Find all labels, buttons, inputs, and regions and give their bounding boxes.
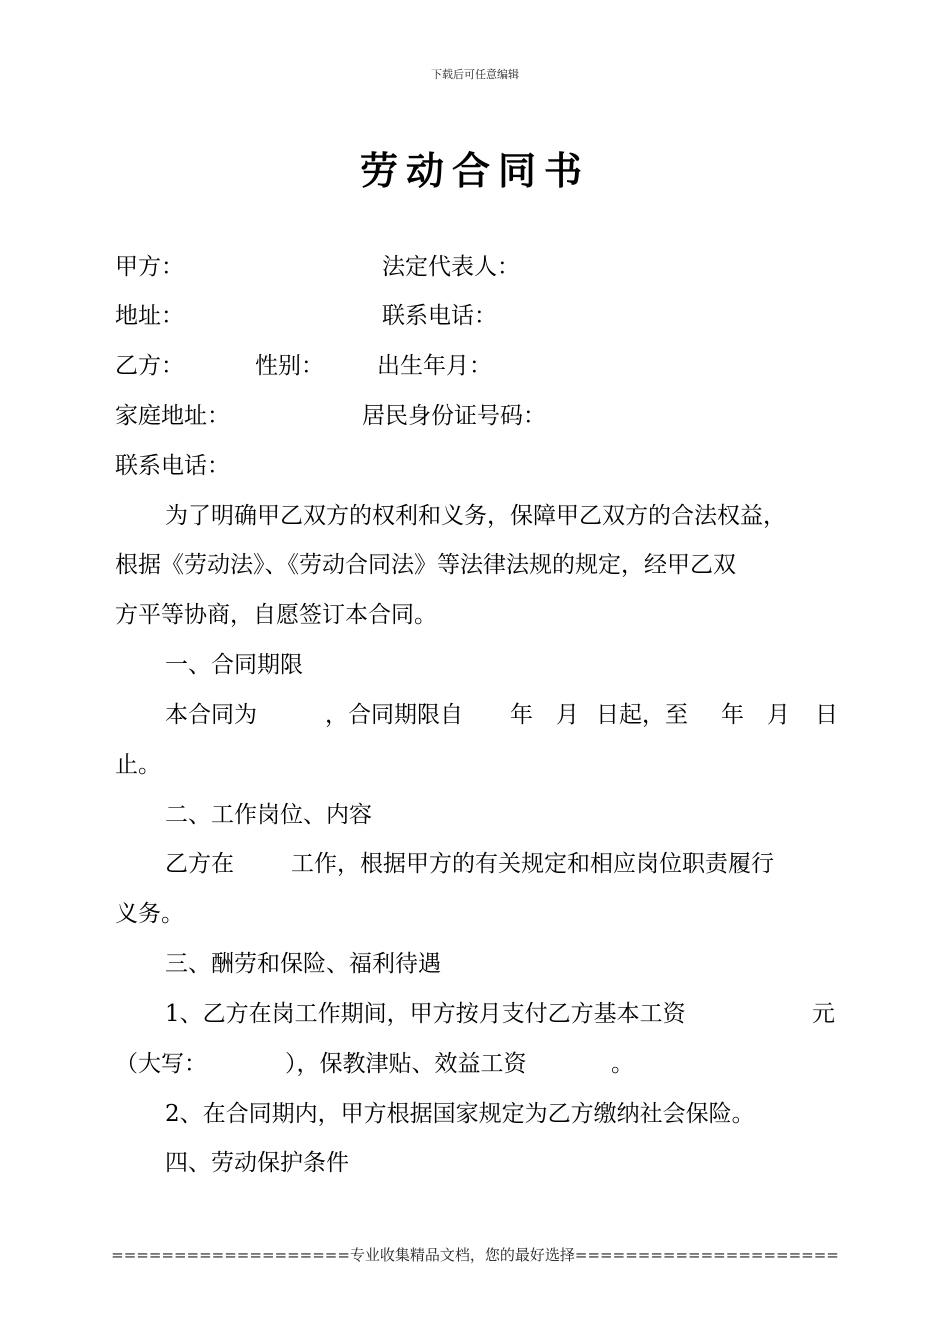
s3-1-text-a: 1、乙方在岗工作期间，甲方按月支付乙方基本工资 [165, 1001, 686, 1027]
section-1-heading-text: 一、合同期限 [165, 652, 303, 678]
contact-phone-a-label: 联系电话： [382, 303, 497, 329]
header-note: 下载后可任意编辑 [431, 68, 519, 81]
footer-note: ===================专业收集精品文档，您的最好选择===================== [111, 1246, 839, 1264]
s1-text-a: 本合同为 [165, 702, 257, 728]
intro-text-2: 根据《劳动法》、《劳动合同法》等法律法规的规定，经甲乙双 [115, 552, 736, 578]
s2-text-b: 工作，根据甲方的有关规定和相应岗位职责履行 [291, 851, 774, 877]
s3-1c-text-b: ），保教津贴、效益工资 [285, 1051, 527, 1077]
party-a-label: 甲方： [115, 254, 184, 280]
section-3-heading-text: 三、酬劳和保险、福利待遇 [165, 951, 441, 977]
section-4-heading-text: 四、劳动保护条件 [165, 1150, 349, 1176]
s1-text-h: 日 [815, 702, 838, 728]
intro-text-1: 为了明确甲乙双方的权利和义务，保障甲乙双方的合法权益， [165, 503, 786, 529]
s2-text-a: 乙方在 [165, 851, 234, 877]
s1-text-c: 年 [510, 702, 533, 728]
party-b-label: 乙方： [115, 353, 184, 379]
s3-2-text: 2、在合同期内，甲方根据国家规定为乙方缴纳社会保险。 [165, 1101, 755, 1127]
s1-text-g: 月 [767, 702, 790, 728]
s3-1c-text-c: 。 [611, 1051, 634, 1077]
id-number-label: 居民身份证号码： [362, 403, 546, 429]
s1-text-e: 日起，至 [596, 702, 688, 728]
s1-text-b: ，合同期限自 [325, 702, 463, 728]
s3-1-text-b: 元 [812, 1001, 835, 1027]
s1-text-f: 年 [721, 702, 744, 728]
s1-text-d: 月 [556, 702, 579, 728]
legal-rep-label: 法定代表人： [382, 254, 520, 280]
birth-date-label: 出生年月： [377, 353, 492, 379]
section-2-heading-text: 二、工作岗位、内容 [165, 802, 372, 828]
s3-1c-text-a: （大写： [115, 1051, 207, 1077]
home-address-label: 家庭地址： [115, 403, 230, 429]
contact-phone-b-label: 联系电话： [115, 453, 230, 479]
address-label: 地址： [115, 303, 184, 329]
intro-text-3: 方平等协商，自愿签订本合同。 [115, 602, 437, 628]
document-title: 劳动合同书 [359, 148, 590, 193]
gender-label: 性别： [255, 353, 324, 379]
s2-text-end: 义务。 [115, 901, 184, 927]
s1-text-end: 止。 [115, 752, 161, 778]
